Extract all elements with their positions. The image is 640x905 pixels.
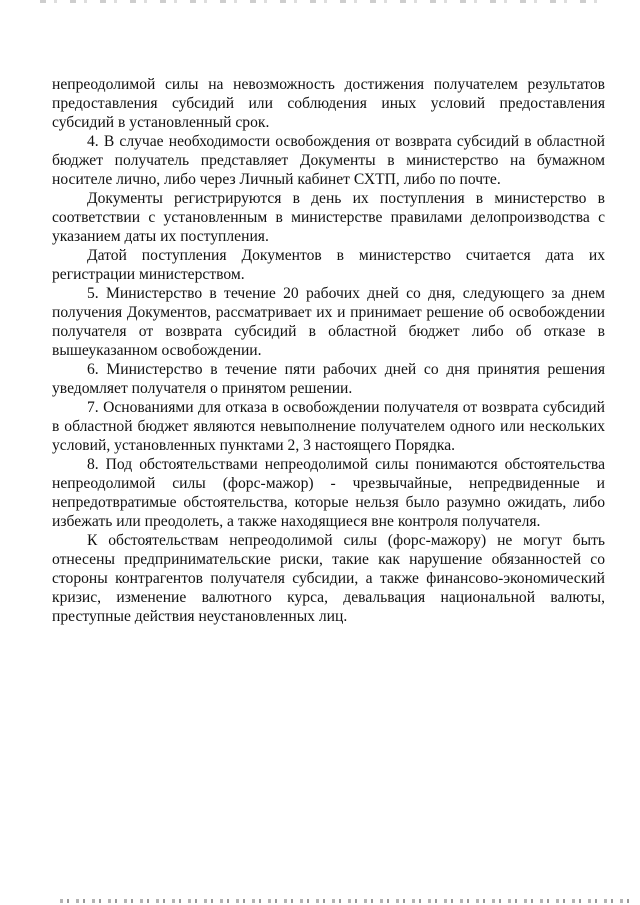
paragraph-force-majeure: К обстоятельствам непреодолимой силы (форс-мажору) не могут быть отнесены предпринимательские риски, такие как нарушение обязанностей со стороны контрагентов получателя субсидии, а также финансово-экономический кризис, изменение валютного курса, девальвация национальной валюты, преступные действия неустановленных лиц. bbox=[52, 532, 605, 625]
scan-artifact-bottom bbox=[60, 899, 635, 903]
paragraph-item-6: 6. Министерство в течение пяти рабочих дней со дня принятия решения уведомляет получателя о принятом решении. bbox=[52, 361, 605, 397]
document-body bbox=[52, 75, 605, 626]
paragraph-item-7: 7. Основаниями для отказа в освобождении получателя от возврата субсидий в областной бюджет являются невыполнение получателем одного или нескольких условий, установленных пунктами 2, 3 настоящего Порядка. bbox=[52, 399, 605, 454]
paragraph-item-4: 4. В случае необходимости освобождения от возврата субсидий в областной бюджет получатель представляет Документы в министерство на бумажном носителе лично, либо через Личный кабинет СХТП, либо по почте. bbox=[52, 133, 605, 188]
paragraph-continuation: непреодолимой силы на невозможность достижения получателем результатов предоставления субсидий или соблюдения иных условий предоставления субсидий в установленный срок. bbox=[52, 76, 605, 131]
paragraph-item-5: 5. Министерство в течение 20 рабочих дней со дня, следующего за днем получения Документов, рассматривает их и принимает решение об освобождении получателя от возврата субсидий в областной бюджет либо об отказе в вышеуказанном освобождении. bbox=[52, 285, 605, 359]
paragraph-registration: Документы регистрируются в день их поступления в министерство в соответствии с установленным в министерстве правилами делопроизводства с указанием даты их поступления. bbox=[52, 190, 605, 245]
paragraph-receipt-date: Датой поступления Документов в министерство считается дата их регистрации министерством. bbox=[52, 247, 605, 283]
scan-artifact-top bbox=[40, 0, 600, 3]
paragraph-item-8: 8. Под обстоятельствами непреодолимой силы понимаются обстоятельства непреодолимой силы (форс-мажор) - чрезвычайные, непредвиденные и непредотвратимые обстоятельства, которые нельзя было разумно ожидать, либо избежать или преодолеть, а также находящиеся вне контроля получателя. bbox=[52, 456, 605, 530]
